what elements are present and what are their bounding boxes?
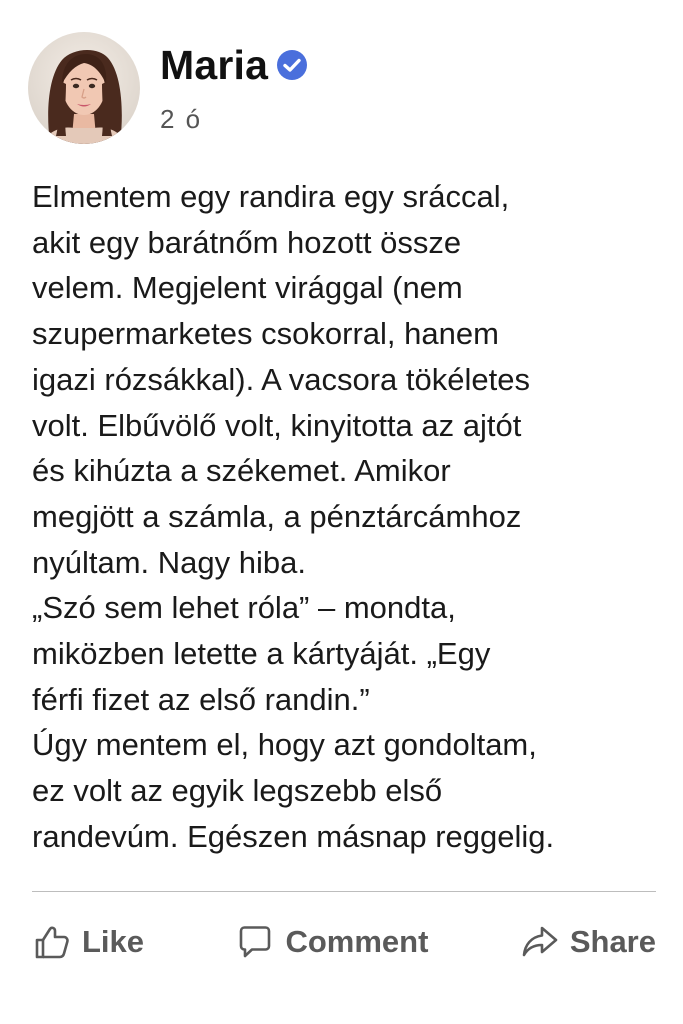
post-paragraph: „Szó sem lehet róla” – mondta, miközben letette a kártyáját. „Egy férfi fizet az első randin.” xyxy=(32,590,491,717)
post-actions xyxy=(32,912,656,972)
like-label: Like xyxy=(82,924,145,959)
avatar[interactable] xyxy=(28,32,140,144)
post-paragraph: Úgy mentem el, hogy azt gondoltam, ez volt az egyik legszebb első randevúm. Egészen másnap reggelig. xyxy=(32,727,555,854)
post-meta xyxy=(160,41,308,134)
woman-portrait-icon xyxy=(28,32,140,144)
like-button[interactable] xyxy=(32,922,144,962)
author-row xyxy=(160,41,308,88)
author-name[interactable]: Maria xyxy=(160,41,269,88)
verified-badge-icon xyxy=(276,49,308,81)
post-header xyxy=(28,32,308,144)
comment-label: Comment xyxy=(285,924,429,959)
actions-divider xyxy=(32,891,656,892)
share-button[interactable] xyxy=(520,922,656,962)
share-arrow-icon xyxy=(520,922,560,962)
share-label: Share xyxy=(569,924,656,959)
comment-button[interactable] xyxy=(235,922,428,962)
speech-bubble-icon xyxy=(235,922,275,962)
post-body xyxy=(32,174,672,860)
post-timestamp[interactable]: 2 ó xyxy=(160,103,203,134)
post-paragraph: Elmentem egy randira egy sráccal, akit egy barátnőm hozott össze velem. Megjelent virággal (nem szupermarketes csokorral, hanem igazi rózsákkal). A vacsora tökéletes volt. Elbűvölő volt, kinyitotta az ajtót és kihúzta a székemet. Amikor megjött a számla, a pénztárcámhoz nyúltam. Nagy hiba. xyxy=(32,179,530,580)
thumbs-up-icon xyxy=(32,922,72,962)
